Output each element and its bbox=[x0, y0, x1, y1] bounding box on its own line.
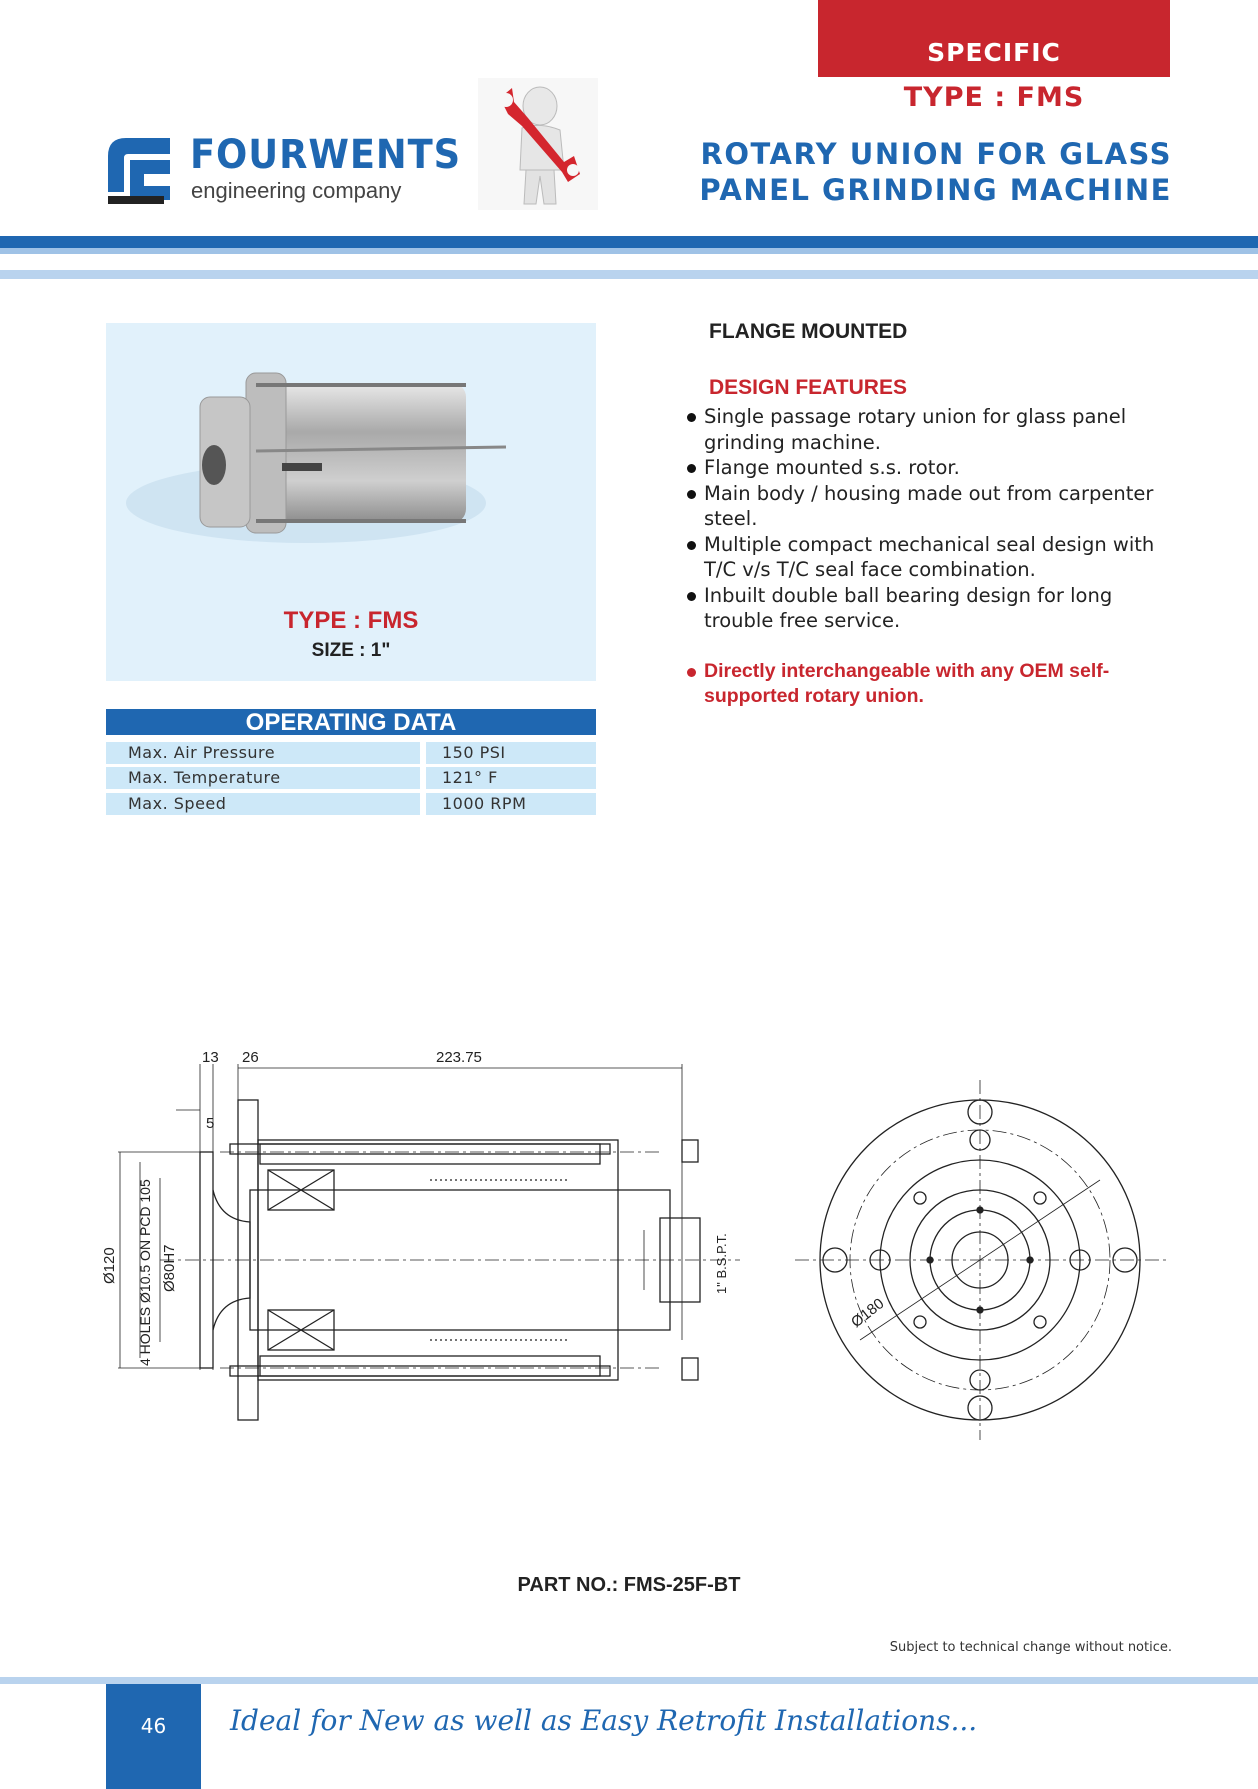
footer-divider bbox=[0, 1677, 1258, 1684]
dimension-lines bbox=[118, 1064, 682, 1370]
page-number: 46 bbox=[106, 1684, 201, 1789]
table-row bbox=[106, 767, 596, 789]
highlight-item: Directly interchangeable with any OEM self-supported rotary union. bbox=[686, 659, 1176, 710]
title-line-2: PANEL GRINDING MACHINE bbox=[699, 173, 1172, 207]
operating-label: Max. Speed bbox=[106, 793, 420, 815]
mount-type-label: FLANGE MOUNTED bbox=[709, 320, 908, 343]
change-notice: Subject to technical change without notice. bbox=[889, 1640, 1172, 1655]
category-tab-label: SPECIFIC bbox=[927, 38, 1061, 67]
dim-dia180-label: Ø180 bbox=[847, 1295, 888, 1332]
dim-bspt-label: 1" B.S.P.T. bbox=[714, 1233, 729, 1294]
bullet-icon bbox=[687, 464, 696, 473]
dim-holes-label: 4 HOLES Ø10.5 ON PCD 105 bbox=[137, 1179, 153, 1366]
dim-26-label: 26 bbox=[242, 1049, 259, 1066]
tagline: Ideal for New as well as Easy Retrofit Installations... bbox=[230, 1704, 978, 1737]
header-divider bbox=[0, 236, 1258, 248]
logo-name: FOURWENTS bbox=[190, 132, 462, 178]
list-item: Main body / housing made out from carpenter steel. bbox=[686, 481, 1176, 532]
operating-label: Max. Air Pressure bbox=[106, 742, 420, 764]
type-heading: TYPE : FMS bbox=[903, 82, 1085, 113]
list-item: Single passage rotary union for glass panel grinding machine. bbox=[686, 404, 1176, 455]
operating-label: Max. Temperature bbox=[106, 767, 420, 789]
product-size-label: SIZE : 1" bbox=[311, 640, 391, 661]
table-row bbox=[106, 742, 596, 764]
category-tab bbox=[818, 0, 1170, 77]
header-divider-thin bbox=[0, 270, 1258, 279]
bullet-icon bbox=[687, 490, 696, 499]
bullet-icon bbox=[687, 668, 696, 677]
logo-mark-icon bbox=[104, 134, 172, 206]
dim-dia120-label: Ø120 bbox=[101, 1247, 118, 1284]
dim-5-label: 5 bbox=[206, 1115, 215, 1132]
bullet-icon bbox=[687, 592, 696, 601]
dim-dia80-label: Ø80H7 bbox=[161, 1244, 178, 1292]
end-view bbox=[795, 1080, 1170, 1440]
title-line-1: ROTARY UNION FOR GLASS bbox=[700, 137, 1172, 171]
dim-13-label: 13 bbox=[202, 1049, 219, 1066]
dim-length-label: 223.75 bbox=[436, 1049, 482, 1066]
list-item: Multiple compact mechanical seal design with T/C v/s T/C seal face combination. bbox=[686, 532, 1176, 583]
page-title bbox=[660, 136, 1172, 208]
product-type-label: TYPE : FMS bbox=[283, 607, 419, 634]
operating-value: 121° F bbox=[426, 767, 596, 789]
table-row bbox=[106, 793, 596, 815]
rotary-union-photo bbox=[106, 323, 596, 603]
section-view bbox=[160, 1100, 740, 1420]
list-item: Inbuilt double ball bearing design for long trouble free service. bbox=[686, 583, 1176, 634]
technical-drawing bbox=[100, 1040, 1180, 1460]
mascot-wrench-illustration bbox=[478, 78, 598, 210]
design-features-heading: DESIGN FEATURES bbox=[709, 376, 907, 399]
bullet-icon bbox=[687, 541, 696, 550]
logo-subtitle: engineering company bbox=[191, 178, 402, 203]
design-features-list bbox=[686, 404, 1176, 710]
operating-value: 1000 RPM bbox=[426, 793, 596, 815]
bullet-icon bbox=[687, 413, 696, 422]
header-divider-light bbox=[0, 248, 1258, 254]
operating-data-heading: OPERATING DATA bbox=[106, 709, 596, 735]
list-item: Flange mounted s.s. rotor. bbox=[686, 455, 1176, 481]
part-number: PART NO.: FMS-25F-BT bbox=[517, 1574, 741, 1596]
operating-value: 150 PSI bbox=[426, 742, 596, 764]
